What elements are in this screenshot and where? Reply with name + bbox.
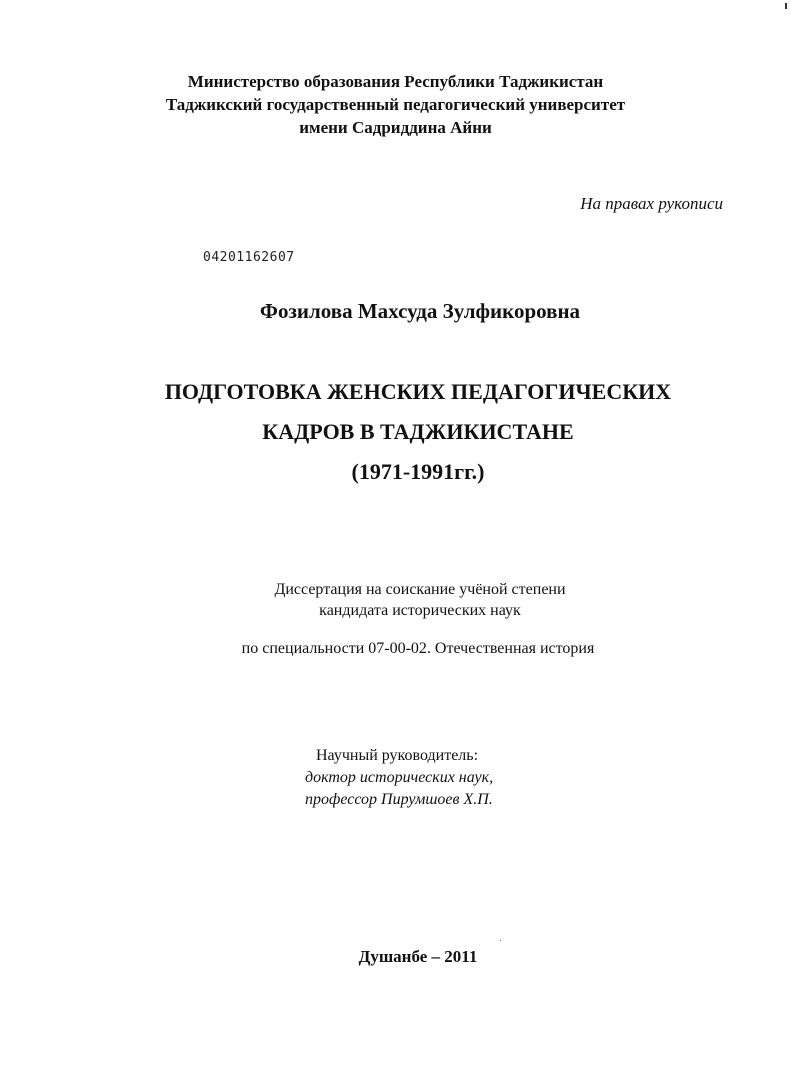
scan-mark xyxy=(785,3,787,9)
advisor-label: Научный руководитель: xyxy=(316,747,479,764)
title-line-2: КАДРОВ В ТАДЖИКИСТАНЕ xyxy=(262,419,574,444)
place-and-year: Душанбе – 2011 xyxy=(358,947,478,966)
specialty-line: по специальности 07-00-02. Отечественная история xyxy=(241,640,595,657)
rights-note: На правах рукописи xyxy=(580,194,723,213)
dissertation-title xyxy=(0,372,791,492)
author-name: Фозилова Махсуда Зулфикоровна xyxy=(259,299,581,323)
scan-speck xyxy=(500,940,501,941)
catalog-number: 04201162607 xyxy=(203,250,295,265)
title-line-3: (1971-1991гг.) xyxy=(351,459,485,484)
university-name-line: имени Садриддина Айни xyxy=(299,118,492,137)
scientific-advisor xyxy=(305,745,493,811)
description-line-2: кандидата исторических наук xyxy=(319,602,521,619)
advisor-degree: доктор исторических наук, xyxy=(305,769,494,786)
university-line: Таджикский государственный педагогический университет xyxy=(165,95,626,114)
ministry-line: Министерство образования Республики Таджикистан xyxy=(187,72,604,91)
dissertation-description xyxy=(0,579,791,621)
description-line-1: Диссертация на соискание учёной степени xyxy=(274,581,566,598)
institution-header xyxy=(0,70,791,139)
title-line-1: ПОДГОТОВКА ЖЕНСКИХ ПЕДАГОГИЧЕСКИХ xyxy=(164,379,672,404)
advisor-name: профессор Пирумшоев Х.П. xyxy=(305,791,493,808)
